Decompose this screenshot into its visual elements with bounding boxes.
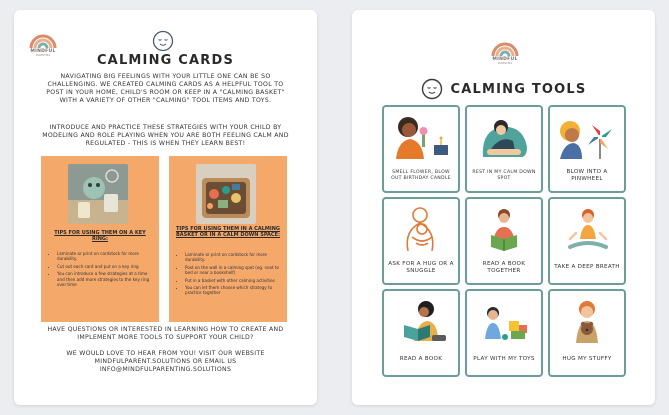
- child-resting-icon: [467, 111, 541, 163]
- tool-card-label: READ A BOOK TOGETHER: [482, 260, 526, 274]
- tool-card-label: SMELL FLOWER, BLOW OUT BIRTHDAY CANDLE: [391, 170, 451, 181]
- calming-tools-grid: [382, 105, 626, 385]
- tool-card-deep-breath[interactable]: [548, 197, 626, 285]
- tip-item: • Laminate or print on cardstock for more durability.: [57, 251, 153, 261]
- tool-card-label: ASK FOR A HUG OR A SNUGGLE: [388, 260, 454, 274]
- tip-item: • Put in a basket with other calming activities: [185, 278, 281, 283]
- tool-card-read-together[interactable]: [465, 197, 543, 285]
- calming-basket-photo: [196, 164, 256, 224]
- tool-card-hug-stuffy[interactable]: [548, 289, 626, 377]
- mindful-parenting-logo: [488, 32, 522, 68]
- tool-card-label: BLOW INTO A PINWHEEL: [566, 168, 608, 182]
- tip-heading: TIPS FOR USING THEM ON A KEY RING:: [54, 230, 146, 242]
- rainbow-icon: [26, 24, 60, 50]
- tool-card-rest-calm-spot[interactable]: [465, 105, 543, 193]
- tip-item: • Post on the wall in a calming spot (eg. next to bed or near a bookshelf): [185, 265, 281, 275]
- tool-card-label: HUG MY STUFFY: [562, 356, 612, 363]
- tip-list: [179, 252, 281, 298]
- tip-item: • Cut out each card and put on a key ring: [57, 264, 153, 269]
- tip-heading: TIPS FOR USING THEM IN A CALMING BASKET OR IN A CALM DOWN SPACE:: [175, 226, 281, 238]
- intro-paragraph-2: INTRODUCE AND PRACTICE THESE STRATEGIES WITH YOUR CHILD BY MODELING AND ROLE PLAYING WHEN YOU ARE BOTH FEELING CALM AND REGULATED - THIS IS WHEN THEY LEARN BEST!: [42, 124, 289, 147]
- calming-tools-page: [352, 10, 655, 405]
- logo-subtext: PARENTING: [35, 53, 51, 57]
- calming-cards-page: [14, 10, 317, 405]
- tip-item: • Laminate or print on cardstock for more durability.: [185, 252, 281, 262]
- calm-face-icon: [421, 78, 443, 100]
- tool-card-smell-flower[interactable]: [382, 105, 460, 193]
- tip-item: • You can let them choose which strategy to practice together: [185, 285, 281, 295]
- page-title: CALMING CARDS: [96, 53, 235, 68]
- child-reading-icon: [384, 295, 458, 347]
- calm-face-icon: [152, 30, 174, 52]
- tip-list: [51, 251, 153, 289]
- tool-card-label: PLAY WITH MY TOYS: [473, 356, 535, 363]
- child-breathing-icon: [550, 203, 624, 255]
- tool-card-read-book[interactable]: [382, 289, 460, 377]
- logo-subtext: PARENTING: [497, 61, 513, 65]
- page-title: CALMING TOOLS: [450, 81, 587, 97]
- tip-box-key-ring: [41, 156, 159, 322]
- key-ring-photo: [68, 164, 128, 224]
- tool-card-pinwheel[interactable]: [548, 105, 626, 193]
- contact-paragraph: WE WOULD LOVE TO HEAR FROM YOU! VISIT OUR WEBSITE MINDFULPARENT.SOLUTIONS OR EMAIL US INFO@MINDFULPARENTING.SOLUTIONS: [66, 350, 265, 373]
- child-hugging-stuffy-icon: [550, 295, 624, 347]
- intro-paragraph: NAVIGATING BIG FEELINGS WITH YOUR LITTLE ONE CAN BE SO CHALLENGING. WE CREATED CALMING CARDS AS A HELPFUL TOOL TO POST IN YOUR HOME, CHILD'S ROOM OR KEEP IN A "CALMING BASKET" WITH A VARIETY OF OTHER "CALMING" TOOL ITEMS AND TOYS.: [46, 73, 285, 104]
- logo-text: MINDFUL: [30, 49, 56, 54]
- rainbow-icon: [488, 32, 522, 58]
- child-playing-toys-icon: [467, 295, 541, 347]
- hug-icon: [384, 203, 458, 255]
- child-smelling-flower-icon: [384, 111, 458, 163]
- questions-paragraph: HAVE QUESTIONS OR INTERESTED IN LEARNING HOW TO CREATE AND IMPLEMENT MORE TOOLS TO SUPPORT YOUR CHILD?: [47, 326, 284, 341]
- tool-card-label: TAKE A DEEP BREATH: [554, 264, 620, 271]
- logo-text: MINDFUL: [492, 57, 518, 62]
- calming-tools-header: [352, 76, 655, 102]
- tool-card-label: REST IN MY CALM DOWN SPOT: [472, 170, 536, 181]
- tool-card-hug-snuggle[interactable]: [382, 197, 460, 285]
- child-pinwheel-icon: [550, 111, 624, 163]
- tip-box-calming-basket: [169, 156, 287, 322]
- tool-card-label: READ A BOOK: [399, 356, 443, 363]
- child-reading-together-icon: [467, 203, 541, 255]
- tip-item: • You can introduce a few strategies at a time and then add more strategies to the key ring over time: [57, 271, 153, 287]
- tool-card-play-toys[interactable]: [465, 289, 543, 377]
